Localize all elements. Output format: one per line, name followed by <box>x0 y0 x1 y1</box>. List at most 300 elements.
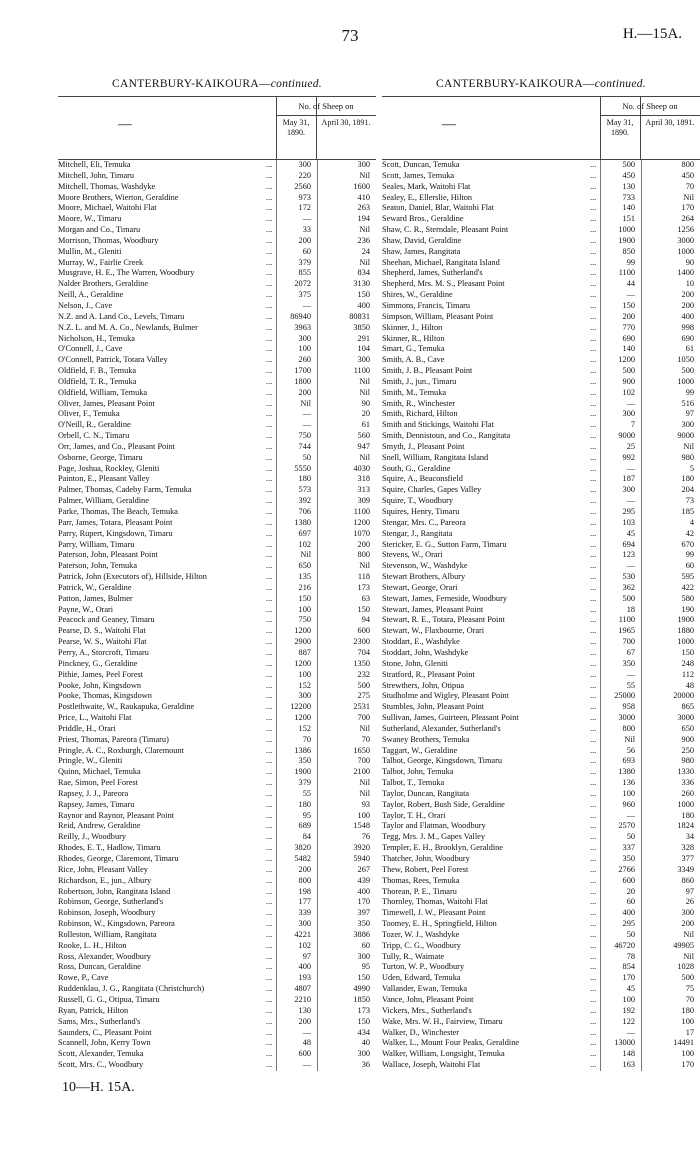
sheep-1891: 9000 <box>641 431 698 442</box>
table-row <box>58 843 376 854</box>
sheep-1891: 516 <box>641 399 698 410</box>
table-row <box>382 572 700 583</box>
leader-dots: ... <box>590 257 597 267</box>
sheep-1891: 3920 <box>317 843 374 854</box>
sheep-1891: 180 <box>641 1006 698 1017</box>
sheep-1891: 704 <box>317 648 374 659</box>
owner-name: N.Z. L. and M. A. Co., Newlands, Bulmer <box>58 322 198 332</box>
owner-name: Osborne, George, Timaru <box>58 452 143 462</box>
owner-name: Morrison, Thomas, Woodbury <box>58 235 159 245</box>
table-row <box>382 344 700 355</box>
sheep-1890: 46720 <box>600 941 641 952</box>
sheep-1891: Nil <box>641 193 698 204</box>
sheep-1890: 694 <box>600 540 641 551</box>
sheep-1891: 300 <box>317 355 374 366</box>
sheep-1891: 150 <box>317 605 374 616</box>
sheep-1890: 400 <box>600 908 641 919</box>
table-row <box>382 615 700 626</box>
table-row <box>58 247 376 258</box>
sheep-1890: 25 <box>600 442 641 453</box>
table-row <box>382 691 700 702</box>
leader-dots: ... <box>266 1038 273 1048</box>
leader-dots: ... <box>266 322 273 332</box>
table-row <box>58 897 376 908</box>
sheep-1891: 860 <box>641 876 698 887</box>
leader-dots: ... <box>266 517 273 527</box>
leader-dots: ... <box>266 344 273 354</box>
table-row <box>58 540 376 551</box>
leader-dots: ... <box>590 637 597 647</box>
sheep-1890: 151 <box>600 214 641 225</box>
leader-dots: ... <box>590 593 597 603</box>
leader-dots: ... <box>590 463 597 473</box>
table-header <box>382 96 700 160</box>
sheep-1890: 2560 <box>276 182 317 193</box>
owner-name: Taylor, T. H., Orari <box>382 810 446 820</box>
sheep-1891: 94 <box>317 615 374 626</box>
sheep-1891: 173 <box>317 583 374 594</box>
leader-dots: ... <box>590 929 597 939</box>
sheep-1890: 100 <box>276 605 317 616</box>
sheep-1890: 800 <box>600 724 641 735</box>
owner-name: O'Neill, R., Geraldine <box>58 420 131 430</box>
leader-dots: ... <box>590 756 597 766</box>
owner-name: Shepherd, James, Sutherland's <box>382 268 483 278</box>
sheep-1890: 70 <box>276 735 317 746</box>
column-title: CANTERBURY-KAIKOURA—continued. <box>112 78 322 90</box>
leader-dots: ... <box>266 908 273 918</box>
sheep-1890: 958 <box>600 702 641 713</box>
table-row <box>58 746 376 757</box>
sheep-1891: 318 <box>317 474 374 485</box>
owner-name: Priddle, H., Orari <box>58 723 116 733</box>
leader-dots: ... <box>266 561 273 571</box>
owner-name: Palmer, Thomas, Cadeby Farm, Temuka <box>58 485 192 495</box>
leader-dots: ... <box>266 854 273 863</box>
sheep-1890: 18 <box>600 605 641 616</box>
owner-name: Oldfield, T. R., Temuka <box>58 376 137 386</box>
sheep-1890: 25000 <box>600 691 641 702</box>
sheep-1890: 100 <box>276 344 317 355</box>
table-row <box>382 962 700 973</box>
owner-name: Moore, Michael, Waitohi Flat <box>58 203 157 213</box>
owner-name: Thatcher, John, Woodbury <box>382 854 470 863</box>
sheep-1890: 3963 <box>276 323 317 334</box>
owner-name: Toomey, E. H., Springfield, Hilton <box>382 919 497 929</box>
sheep-1890: 9000 <box>600 431 641 442</box>
leader-dots: ... <box>590 398 597 408</box>
sheep-1890: 2570 <box>600 821 641 832</box>
sheep-1891: 834 <box>317 268 374 279</box>
sheep-1891: 595 <box>641 572 698 583</box>
sheep-1891: Nil <box>641 952 698 963</box>
table-row <box>58 865 376 876</box>
sheep-1891: 2300 <box>317 637 374 648</box>
table-row <box>382 355 700 366</box>
leader-dots: ... <box>266 734 273 744</box>
owner-name: Saunders, C., Pleasant Point <box>58 1027 152 1037</box>
owner-name: Stoddart, E., Washdyke <box>382 637 460 647</box>
sheep-1890: 690 <box>600 334 641 345</box>
sheep-1891: 1824 <box>641 821 698 832</box>
table-row <box>382 529 700 540</box>
table-row <box>382 681 700 692</box>
owner-name: Ross, Duncan, Geraldine <box>58 962 141 972</box>
sheep-1890: 339 <box>276 908 317 919</box>
owner-name: Stewart Brothers, Albury <box>382 572 466 582</box>
table-row <box>58 203 376 214</box>
owner-name: Scott, Alexander, Temuka <box>58 1049 144 1059</box>
sheep-1891: 93 <box>317 800 374 811</box>
sheep-1890: 450 <box>600 171 641 182</box>
owner-name: Snell, William, Rangitata Island <box>382 452 489 462</box>
table-row <box>58 1038 376 1049</box>
leader-dots: ... <box>266 897 273 907</box>
leader-dots: ... <box>266 474 273 484</box>
leader-dots: ... <box>266 235 273 245</box>
sheep-1891: 300 <box>641 908 698 919</box>
table-row <box>58 431 376 442</box>
owner-name: Taggart, W., Geraldine <box>382 745 458 755</box>
sheep-1891: 350 <box>317 919 374 930</box>
sheep-1890: 400 <box>276 962 317 973</box>
owner-name: Strewthers, John, Otipua <box>382 680 465 690</box>
sheep-1890: — <box>276 1060 317 1071</box>
leader-dots: ... <box>266 691 273 701</box>
sheep-1890: 973 <box>276 193 317 204</box>
sheep-1890: 198 <box>276 887 317 898</box>
sheep-1890: 136 <box>600 778 641 789</box>
leader-dots: ... <box>266 973 273 983</box>
leader-dots: ... <box>266 257 273 267</box>
owner-name: Orbell, C. N., Timaru <box>58 431 130 441</box>
table-row <box>382 973 700 984</box>
sheep-1890: 600 <box>600 876 641 887</box>
owner-name: Taylor and Flatman, Woodbury <box>382 821 486 831</box>
table-row <box>58 388 376 399</box>
sheep-1891: 309 <box>317 496 374 507</box>
sheep-1890: 103 <box>600 518 641 529</box>
owner-name: Squire, Charles, Gapes Valley <box>382 485 482 495</box>
sheep-1891: 1900 <box>641 615 698 626</box>
leader-dots: ... <box>266 962 273 972</box>
sheep-1891: 1100 <box>317 366 374 377</box>
table-row <box>58 485 376 496</box>
table-row <box>58 767 376 778</box>
sheep-1891: 90 <box>317 399 374 410</box>
owner-name: Rolleston, William, Rangitata <box>58 929 157 939</box>
owner-name: Shepherd, Mrs. M. S., Pleasant Point <box>382 279 505 289</box>
owner-name: Scott, Duncan, Temuka <box>382 160 460 169</box>
leader-dots: ... <box>266 311 273 321</box>
table-row <box>58 225 376 236</box>
sheep-1890: 193 <box>276 973 317 984</box>
sheep-1891: 100 <box>641 1049 698 1060</box>
sheep-1891: 377 <box>641 854 698 865</box>
table-row <box>58 1060 376 1071</box>
leader-dots: ... <box>266 246 273 256</box>
table-row <box>58 615 376 626</box>
sheep-1891: 248 <box>641 659 698 670</box>
sheep-1890: 122 <box>600 1017 641 1028</box>
sheep-1890: 375 <box>276 290 317 301</box>
leader-dots: ... <box>590 658 597 668</box>
owner-name: Rapsey, J. J., Pareora <box>58 788 129 798</box>
leader-dots: ... <box>590 517 597 527</box>
leader-dots: ... <box>266 951 273 961</box>
leader-dots: ... <box>590 994 597 1004</box>
leader-dots: ... <box>590 788 597 798</box>
table-row <box>58 724 376 735</box>
sheep-1890: 5482 <box>276 854 317 865</box>
leader-dots: ... <box>266 420 273 430</box>
owner-name: Rooke, L. H., Hilton <box>58 940 127 950</box>
table-row <box>58 171 376 182</box>
owner-name: Parry, Rupert, Kingsdown, Timaru <box>58 528 173 538</box>
owner-name: Squire, T., Woodbury <box>382 496 454 506</box>
sheep-1890: 850 <box>600 247 641 258</box>
sheep-1891: 73 <box>641 496 698 507</box>
leader-dots: ... <box>590 528 597 538</box>
sheep-1891: 36 <box>317 1060 374 1071</box>
owner-name: Payne, W., Orari <box>58 604 114 614</box>
leader-dots: ... <box>266 485 273 495</box>
sheep-1891: 4990 <box>317 984 374 995</box>
sheep-1891: 947 <box>317 442 374 453</box>
sheep-1890: 60 <box>276 247 317 258</box>
table-row <box>382 821 700 832</box>
owner-name: Oliver, F., Temuka <box>58 409 120 419</box>
sheep-1890: 1800 <box>276 377 317 388</box>
owner-name: Rowe, P., Cave <box>58 973 109 983</box>
sheep-1891: 336 <box>641 778 698 789</box>
sheep-1890: 20 <box>600 887 641 898</box>
sheep-1890: 600 <box>276 1049 317 1060</box>
owner-name: Sullivan, James, Guirteen, Pleasant Point <box>382 713 519 723</box>
leader-dots: ... <box>590 984 597 994</box>
owner-name: Mitchell, John, Timaru <box>58 170 135 180</box>
table-row <box>58 518 376 529</box>
sheep-1890: 99 <box>600 258 641 269</box>
header-col-1890: May 31, 1890. <box>282 118 310 137</box>
owner-name: Paterson, John, Pleasant Point <box>58 550 158 560</box>
sheep-1891: 70 <box>641 182 698 193</box>
sheep-1891: 200 <box>641 919 698 930</box>
sheep-1890: 960 <box>600 800 641 811</box>
leader-dots: ... <box>266 886 273 896</box>
owner-name: Priest, Thomas, Pareora (Timaru) <box>58 734 169 744</box>
leader-dots: ... <box>590 908 597 918</box>
table-row <box>382 995 700 1006</box>
table-row <box>58 323 376 334</box>
sheep-1890: 180 <box>276 800 317 811</box>
table-row <box>382 485 700 496</box>
sheep-1891: 600 <box>317 626 374 637</box>
sheep-1890: 100 <box>276 670 317 681</box>
sheep-1890: 150 <box>276 594 317 605</box>
sheep-1891: 300 <box>317 160 374 171</box>
leader-dots: ... <box>266 821 273 831</box>
sheep-1890: 102 <box>276 540 317 551</box>
leader-dots: ... <box>590 322 597 332</box>
sheep-1891: Nil <box>317 388 374 399</box>
leader-dots: ... <box>266 713 273 723</box>
owner-name: Pringle, A. C., Roxburgh, Claremount <box>58 745 184 755</box>
owner-name: Stengar, J., Rangitata <box>382 528 453 538</box>
owner-name: Reid, Andrew, Geraldine <box>58 821 141 831</box>
owner-name: Robertson, John, Rangitata Island <box>58 886 171 896</box>
sheep-1890: 750 <box>276 615 317 626</box>
leader-dots: ... <box>266 864 273 874</box>
sheep-1891: 1880 <box>641 626 698 637</box>
sheep-1891: 150 <box>641 648 698 659</box>
sheep-1891: 700 <box>317 713 374 724</box>
leader-dots: ... <box>590 691 597 701</box>
sheep-1891: 20000 <box>641 691 698 702</box>
sheep-1891: 328 <box>641 843 698 854</box>
owner-name: Moore, W., Timaru <box>58 214 122 224</box>
table-row <box>382 214 700 225</box>
owner-name: Tozer, W. J., Washdyke <box>382 929 460 939</box>
leader-dots: ... <box>266 1049 273 1059</box>
table-header <box>58 96 376 160</box>
owner-name: Wake, Mrs. W. H., Fairview, Timaru <box>382 1016 503 1026</box>
owner-name: Simpson, William, Pleasant Point <box>382 311 494 321</box>
sheep-1890: 300 <box>276 691 317 702</box>
leader-dots: ... <box>590 507 597 516</box>
table-row <box>382 583 700 594</box>
sheep-1890: — <box>276 409 317 420</box>
sheep-1891: 95 <box>317 962 374 973</box>
table-row <box>58 626 376 637</box>
table-row <box>382 203 700 214</box>
leader-dots: ... <box>590 854 597 863</box>
leader-dots: ... <box>266 366 273 376</box>
table-row <box>58 670 376 681</box>
sheep-1891: 34 <box>641 832 698 843</box>
sheep-1890: — <box>600 811 641 822</box>
leader-dots: ... <box>266 431 273 441</box>
leader-dots: ... <box>266 398 273 408</box>
sheep-1890: 130 <box>276 1006 317 1017</box>
owner-name: Rice, John, Pleasant Valley <box>58 864 148 874</box>
sheep-1890: 300 <box>600 409 641 420</box>
owner-name: N.Z. and A. Land Co., Levels, Timaru <box>58 311 185 321</box>
sheep-1891: 3349 <box>641 865 698 876</box>
leader-dots: ... <box>266 1016 273 1026</box>
leader-dots: ... <box>266 626 273 636</box>
table-row <box>382 1038 700 1049</box>
leader-dots: ... <box>266 637 273 647</box>
sheep-1891: 400 <box>317 887 374 898</box>
table-row <box>58 420 376 431</box>
sheep-1891: 40 <box>317 1038 374 1049</box>
sheep-1891: 194 <box>317 214 374 225</box>
owner-name: Pooke, John, Kingsdown <box>58 680 141 690</box>
owner-name: Talbot, John, Temuka <box>382 767 454 777</box>
leader-dots: ... <box>590 886 597 896</box>
table-row <box>382 735 700 746</box>
sheep-1891: 650 <box>641 724 698 735</box>
sheep-1891: 76 <box>317 832 374 843</box>
leader-dots: ... <box>590 962 597 972</box>
leader-dots: ... <box>590 344 597 354</box>
sheep-1891: 100 <box>317 811 374 822</box>
sheep-1890: — <box>276 214 317 225</box>
table-row <box>382 746 700 757</box>
owner-name: Price, L., Waitohi Flat <box>58 713 132 723</box>
owner-name: Thew, Robert, Peel Forest <box>382 864 469 874</box>
owner-name: Tripp, C. G., Woodbury <box>382 940 461 950</box>
leader-dots: ... <box>590 713 597 723</box>
owner-name: Vance, John, Pleasant Point <box>382 994 474 1004</box>
sheep-1891: 236 <box>317 236 374 247</box>
sheep-1891: 500 <box>641 973 698 984</box>
owner-name: Reilly, J., Woodbury <box>58 832 127 842</box>
table-row <box>58 962 376 973</box>
leader-dots: ... <box>590 225 597 235</box>
owner-name: O'Connell, Patrick, Totara Valley <box>58 355 168 365</box>
sheep-1891: 185 <box>641 507 698 518</box>
owner-name: Shaw, David, Geraldine <box>382 235 462 245</box>
table-row <box>58 355 376 366</box>
leader-dots: ... <box>266 680 273 690</box>
leader-dots: ... <box>266 919 273 929</box>
table-row <box>58 832 376 843</box>
sheep-1891: 3130 <box>317 279 374 290</box>
sheep-1891: 439 <box>317 876 374 887</box>
table-row <box>382 290 700 301</box>
owner-name: Scannell, John, Kerry Town <box>58 1038 151 1048</box>
sheep-1890: 650 <box>276 561 317 572</box>
owner-name: Pringle, W., Gleniti <box>58 756 123 766</box>
owner-name: Ruddenklau, J. G., Rangitata (Christchurch) <box>58 984 205 994</box>
owner-name: Smith, R., Winchester <box>382 398 456 408</box>
owner-name: Parry, William, Timaru <box>58 539 135 549</box>
leader-dots: ... <box>266 290 273 300</box>
sheep-1891: 700 <box>317 756 374 767</box>
owner-name: Oliver, James, Pleasant Point <box>58 398 155 408</box>
sheep-1890: 100 <box>600 789 641 800</box>
sheep-1890: 4221 <box>276 930 317 941</box>
sheep-1891: 14491 <box>641 1038 698 1049</box>
sheep-1891: 4 <box>641 518 698 529</box>
table-row <box>382 420 700 431</box>
sheep-1890: 3820 <box>276 843 317 854</box>
sheep-1890: — <box>276 420 317 431</box>
owner-name: Mitchell, Thomas, Washdyke <box>58 181 156 191</box>
sheep-1890: 95 <box>276 811 317 822</box>
sheep-1891: 170 <box>317 897 374 908</box>
sheep-1890: 854 <box>600 962 641 973</box>
sheep-1891: Nil <box>317 225 374 236</box>
sheep-1890: 693 <box>600 756 641 767</box>
leader-dots: ... <box>266 214 273 224</box>
sheep-1890: 992 <box>600 453 641 464</box>
sheep-1890: 60 <box>600 897 641 908</box>
sheep-1890: 1380 <box>276 518 317 529</box>
sheep-1890: 50 <box>276 453 317 464</box>
leader-dots: ... <box>590 799 597 809</box>
sheep-1891: 313 <box>317 485 374 496</box>
table-row <box>382 648 700 659</box>
leader-dots: ... <box>266 409 273 419</box>
leader-dots: ... <box>266 160 273 169</box>
sheep-1890: 177 <box>276 897 317 908</box>
owner-name: Vickers, Mrs., Sutherland's <box>382 1005 472 1015</box>
sheep-1890: 192 <box>600 1006 641 1017</box>
table-row <box>58 919 376 930</box>
